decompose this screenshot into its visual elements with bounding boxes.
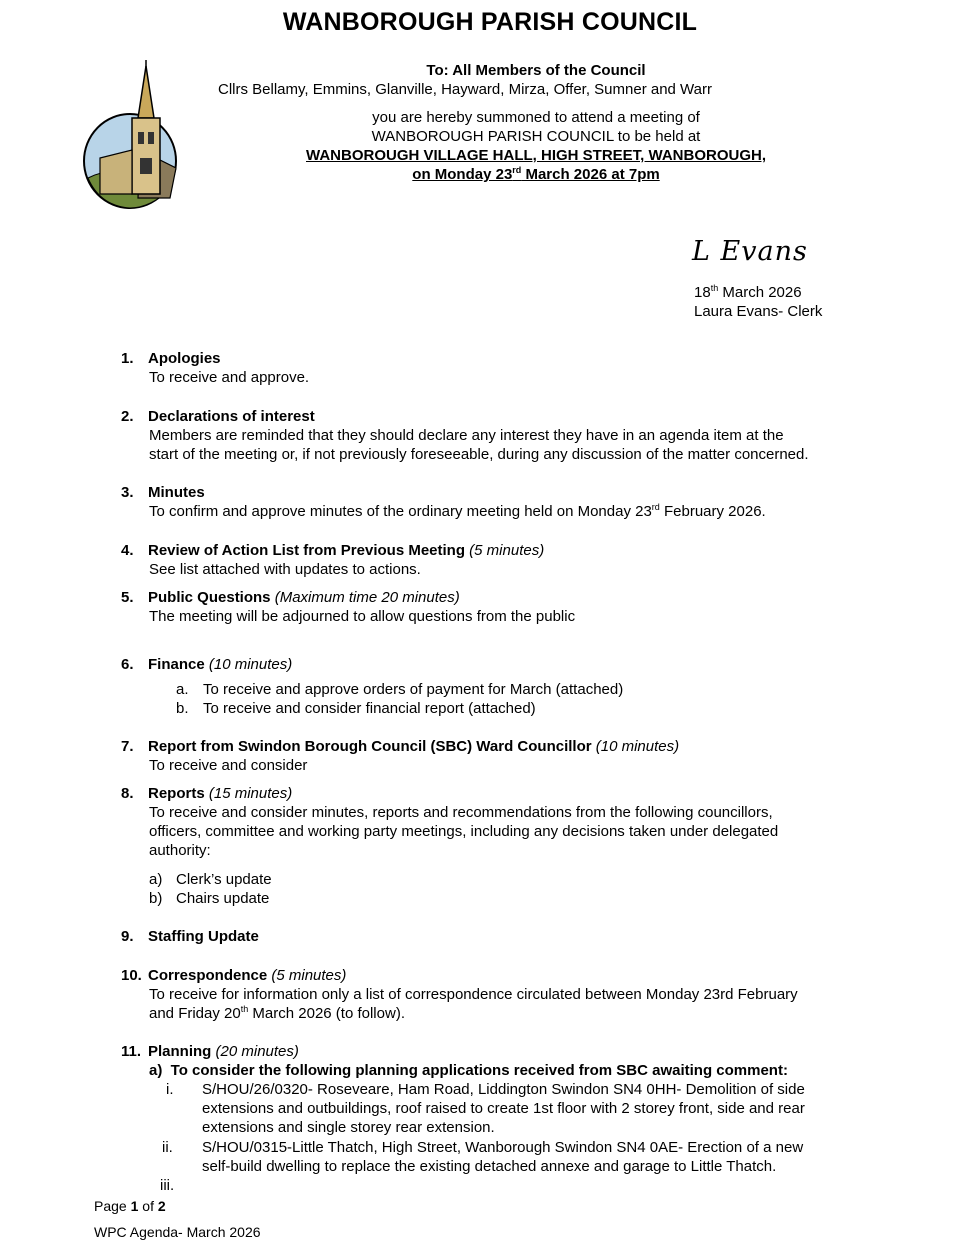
agenda-item-9: 9. Staffing Update: [121, 928, 259, 945]
summons-line-2: WANBOROUGH PARISH COUNCIL to be held at: [371, 128, 701, 145]
planning-subheading: a) To consider the following planning applications received from SBC awaiting comment:: [149, 1062, 788, 1079]
signoff-block: [694, 283, 822, 321]
page-number: Page 1 of 2: [94, 1198, 166, 1214]
agenda-item-6: 6. Finance (10 minutes): [121, 656, 293, 673]
agenda-item-3: 3. Minutes To confirm and approve minutes of the ordinary meeting held on Monday 23rd February 2026.: [121, 484, 766, 520]
council-title: WANBOROUGH PARISH COUNCIL: [282, 8, 698, 36]
agenda-item-10: 10. Correspondence (5 minutes) To receive for information only a list of correspondence circulated between Monday 23rd February and Friday 20th March 2026 (to follow).: [121, 967, 798, 1022]
signoff-date: 18th March 2026: [694, 283, 802, 301]
agenda-item-5: 5. Public Questions (Maximum time 20 minutes) The meeting will be adjourned to allow questions from the public: [121, 589, 576, 625]
finance-subitem-b: b. To receive and consider financial report (attached): [176, 700, 536, 717]
reports-subitem-a: a) Clerk’s update: [149, 871, 272, 888]
clerk-signature: L Evans: [692, 236, 808, 267]
planning-application-i-line2: extensions and outbuildings, roof raised to create 1st floor with 2 storey front, side and rear: [202, 1100, 805, 1117]
summons-block: [146, 108, 926, 184]
document-name: WPC Agenda- March 2026: [94, 1224, 261, 1240]
summons-line-1: you are hereby summoned to attend a meeting of: [372, 109, 700, 126]
planning-application-i: i. S/HOU/26/0320- Roseveare, Ham Road, Liddington Swindon SN4 0HH- Demolition of side: [166, 1081, 805, 1098]
meeting-date: on Monday 23rd March 2026 at 7pm: [412, 165, 660, 183]
agenda-item-8: 8. Reports (15 minutes) To receive and consider minutes, reports and recommendations from the following councillors, officers, committee and working party meetings, including any decisions taken under delegated authority:: [121, 785, 779, 859]
planning-application-ii-line2: self-build dwelling to replace the existing detached annexe and garage to Little Thatch.: [202, 1158, 777, 1175]
agenda-item-2: 2. Declarations of interest Members are reminded that they should declare any interest they have in an agenda item at the start of the meeting or, if not previously foreseeable, during any discussion of the matter concerned.: [121, 408, 809, 463]
councillor-list: Cllrs Bellamy, Emmins, Glanville, Hayward, Mirza, Offer, Sumner and Warr: [217, 81, 712, 98]
finance-subitem-a: a. To receive and approve orders of payment for March (attached): [176, 681, 624, 698]
signoff-name: Laura Evans- Clerk: [694, 303, 823, 320]
meeting-venue: WANBOROUGH VILLAGE HALL, HIGH STREET, WANBOROUGH,: [306, 147, 766, 164]
planning-application-iii: iii.: [160, 1177, 175, 1194]
agenda-item-7: 7. Report from Swindon Borough Council (SBC) Ward Councillor (10 minutes) To receive and consider: [121, 738, 680, 774]
agenda-item-1: 1. Apologies To receive and approve.: [121, 350, 310, 386]
reports-subitem-b: b) Chairs update: [149, 890, 270, 907]
planning-application-ii: ii. S/HOU/0315-Little Thatch, High Street, Wanborough Swindon SN4 0AE- Erection of a new: [162, 1139, 804, 1156]
addressee: To: All Members of the Council: [426, 62, 646, 79]
agenda-item-4: 4. Review of Action List from Previous Meeting (5 minutes) See list attached with updates to actions.: [121, 542, 545, 578]
agenda-item-11: 11. Planning (20 minutes): [121, 1043, 299, 1060]
planning-application-i-line3: extensions and single storey rear extension.: [202, 1119, 495, 1136]
